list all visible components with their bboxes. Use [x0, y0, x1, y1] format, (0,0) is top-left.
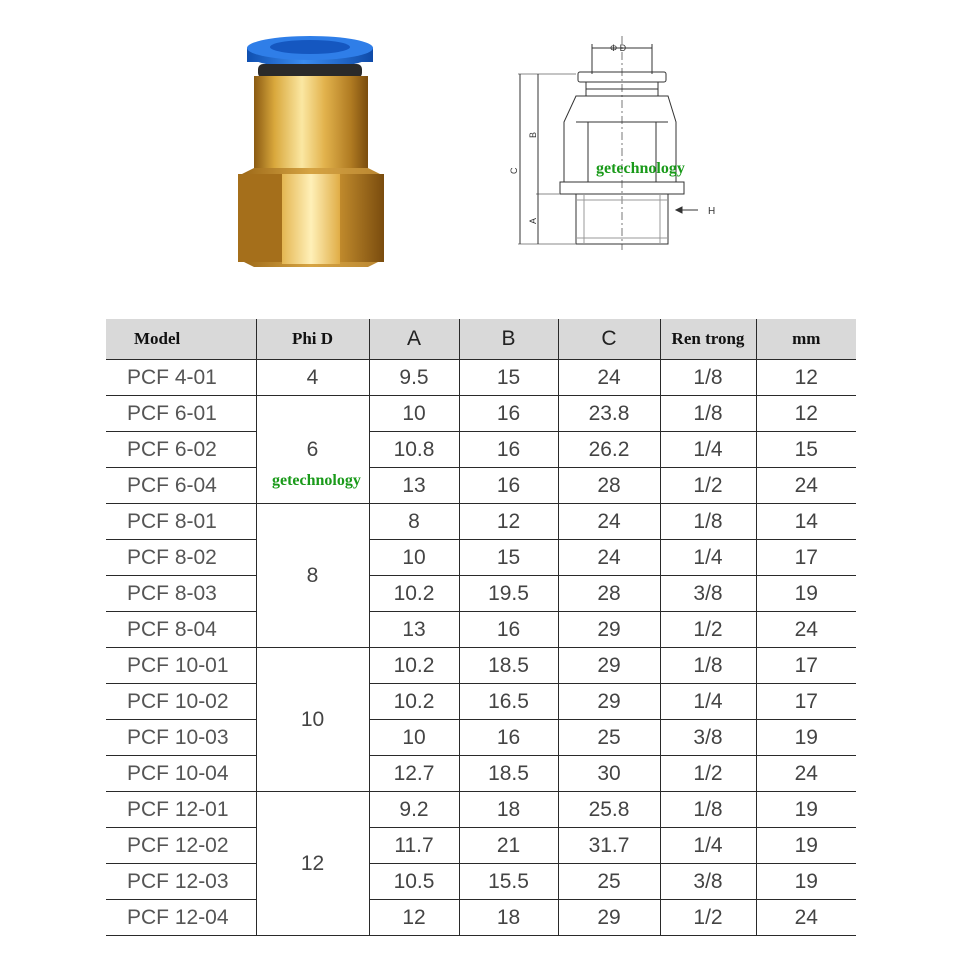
model-cell: PCF 6-01 — [106, 396, 256, 432]
c-cell: 26.2 — [558, 432, 660, 468]
table-row — [106, 396, 856, 432]
mm-cell: 24 — [756, 756, 856, 792]
c-cell: 25.8 — [558, 792, 660, 828]
model-cell: PCF 10-02 — [106, 684, 256, 720]
b-cell: 15.5 — [459, 864, 558, 900]
header-b: B — [459, 319, 558, 360]
mm-cell: 19 — [756, 864, 856, 900]
a-cell: 8 — [369, 504, 459, 540]
dimension-drawing — [500, 34, 740, 254]
a-cell: 10 — [369, 540, 459, 576]
table-header-row — [106, 319, 856, 360]
model-cell: PCF 10-03 — [106, 720, 256, 756]
thread-cell: 1/2 — [660, 612, 756, 648]
model-cell: PCF 10-01 — [106, 648, 256, 684]
mm-cell: 19 — [756, 828, 856, 864]
spec-table — [106, 319, 856, 936]
model-cell: PCF 12-04 — [106, 900, 256, 936]
thread-cell: 3/8 — [660, 864, 756, 900]
b-cell: 16.5 — [459, 684, 558, 720]
table-row — [106, 504, 856, 540]
c-cell: 29 — [558, 684, 660, 720]
phi-d-cell: 8 — [256, 504, 369, 648]
header-mm: mm — [756, 319, 856, 360]
b-cell: 21 — [459, 828, 558, 864]
model-cell: PCF 8-01 — [106, 504, 256, 540]
a-cell: 10.2 — [369, 684, 459, 720]
mm-cell: 17 — [756, 648, 856, 684]
c-cell: 30 — [558, 756, 660, 792]
a-cell: 11.7 — [369, 828, 459, 864]
a-cell: 10.2 — [369, 648, 459, 684]
b-cell: 18.5 — [459, 756, 558, 792]
thread-cell: 1/2 — [660, 468, 756, 504]
thread-cell: 1/4 — [660, 540, 756, 576]
thread-cell: 3/8 — [660, 720, 756, 756]
c-cell: 29 — [558, 612, 660, 648]
c-cell: 29 — [558, 648, 660, 684]
b-cell: 18.5 — [459, 648, 558, 684]
table-row — [106, 864, 856, 900]
a-cell: 10 — [369, 396, 459, 432]
b-cell: 19.5 — [459, 576, 558, 612]
c-cell: 25 — [558, 864, 660, 900]
phi-d-cell: 6 — [256, 396, 369, 504]
c-cell: 31.7 — [558, 828, 660, 864]
label-c: C — [509, 167, 519, 174]
mm-cell: 15 — [756, 432, 856, 468]
b-cell: 18 — [459, 792, 558, 828]
a-cell: 10.8 — [369, 432, 459, 468]
phi-d-cell: 10 — [256, 648, 369, 792]
table-row — [106, 540, 856, 576]
thread-cell: 1/2 — [660, 756, 756, 792]
table-row — [106, 756, 856, 792]
a-cell: 12 — [369, 900, 459, 936]
header-c: C — [558, 319, 660, 360]
mm-cell: 17 — [756, 684, 856, 720]
label-h: H — [708, 206, 716, 217]
c-cell: 25 — [558, 720, 660, 756]
model-cell: PCF 4-01 — [106, 360, 256, 396]
mm-cell: 24 — [756, 468, 856, 504]
model-cell: PCF 8-04 — [106, 612, 256, 648]
model-cell: PCF 12-03 — [106, 864, 256, 900]
a-cell: 10.2 — [369, 576, 459, 612]
b-cell: 15 — [459, 540, 558, 576]
table-row — [106, 792, 856, 828]
label-phi-d: Φ D — [610, 43, 627, 53]
label-b: B — [528, 131, 538, 138]
c-cell: 24 — [558, 540, 660, 576]
mm-cell: 24 — [756, 900, 856, 936]
table-body — [106, 360, 856, 936]
thread-cell: 1/4 — [660, 684, 756, 720]
model-cell: PCF 12-02 — [106, 828, 256, 864]
a-cell: 9.5 — [369, 360, 459, 396]
table-row — [106, 432, 856, 468]
thread-cell: 1/2 — [660, 900, 756, 936]
header-model: Model — [106, 319, 256, 360]
thread-cell: 1/8 — [660, 360, 756, 396]
c-cell: 28 — [558, 576, 660, 612]
mm-cell: 17 — [756, 540, 856, 576]
b-cell: 18 — [459, 900, 558, 936]
table-row — [106, 720, 856, 756]
phi-d-cell: 12 — [256, 792, 369, 936]
fitting-photo — [232, 34, 392, 270]
a-cell: 13 — [369, 468, 459, 504]
b-cell: 16 — [459, 612, 558, 648]
model-cell: PCF 8-02 — [106, 540, 256, 576]
model-cell: PCF 10-04 — [106, 756, 256, 792]
b-cell: 15 — [459, 360, 558, 396]
thread-cell: 3/8 — [660, 576, 756, 612]
thread-cell: 1/8 — [660, 504, 756, 540]
b-cell: 16 — [459, 720, 558, 756]
label-a: A — [528, 217, 538, 224]
mm-cell: 19 — [756, 576, 856, 612]
table-row — [106, 900, 856, 936]
thread-cell: 1/4 — [660, 432, 756, 468]
c-cell: 28 — [558, 468, 660, 504]
mm-cell: 12 — [756, 360, 856, 396]
a-cell: 10.5 — [369, 864, 459, 900]
header-a: A — [369, 319, 459, 360]
c-cell: 29 — [558, 900, 660, 936]
a-cell: 9.2 — [369, 792, 459, 828]
c-cell: 24 — [558, 504, 660, 540]
mm-cell: 19 — [756, 720, 856, 756]
mm-cell: 14 — [756, 504, 856, 540]
thread-cell: 1/8 — [660, 648, 756, 684]
mm-cell: 12 — [756, 396, 856, 432]
table-row — [106, 468, 856, 504]
phi-d-cell: 4 — [256, 360, 369, 396]
mm-cell: 19 — [756, 792, 856, 828]
table-row — [106, 576, 856, 612]
watermark: getechnology — [596, 160, 685, 177]
model-cell: PCF 6-04 — [106, 468, 256, 504]
header-phi-d: Phi D — [256, 319, 369, 360]
b-cell: 16 — [459, 396, 558, 432]
watermark: getechnology — [272, 472, 361, 489]
header-ren-trong: Ren trong — [660, 319, 756, 360]
thread-cell: 1/8 — [660, 396, 756, 432]
c-cell: 24 — [558, 360, 660, 396]
thread-cell: 1/8 — [660, 792, 756, 828]
b-cell: 16 — [459, 432, 558, 468]
model-cell: PCF 12-01 — [106, 792, 256, 828]
a-cell: 12.7 — [369, 756, 459, 792]
mm-cell: 24 — [756, 612, 856, 648]
table-row — [106, 684, 856, 720]
c-cell: 23.8 — [558, 396, 660, 432]
b-cell: 16 — [459, 468, 558, 504]
table-row — [106, 612, 856, 648]
a-cell: 10 — [369, 720, 459, 756]
table-row — [106, 360, 856, 396]
thread-cell: 1/4 — [660, 828, 756, 864]
model-cell: PCF 8-03 — [106, 576, 256, 612]
table-row — [106, 648, 856, 684]
model-cell: PCF 6-02 — [106, 432, 256, 468]
a-cell: 13 — [369, 612, 459, 648]
b-cell: 12 — [459, 504, 558, 540]
table-row — [106, 828, 856, 864]
